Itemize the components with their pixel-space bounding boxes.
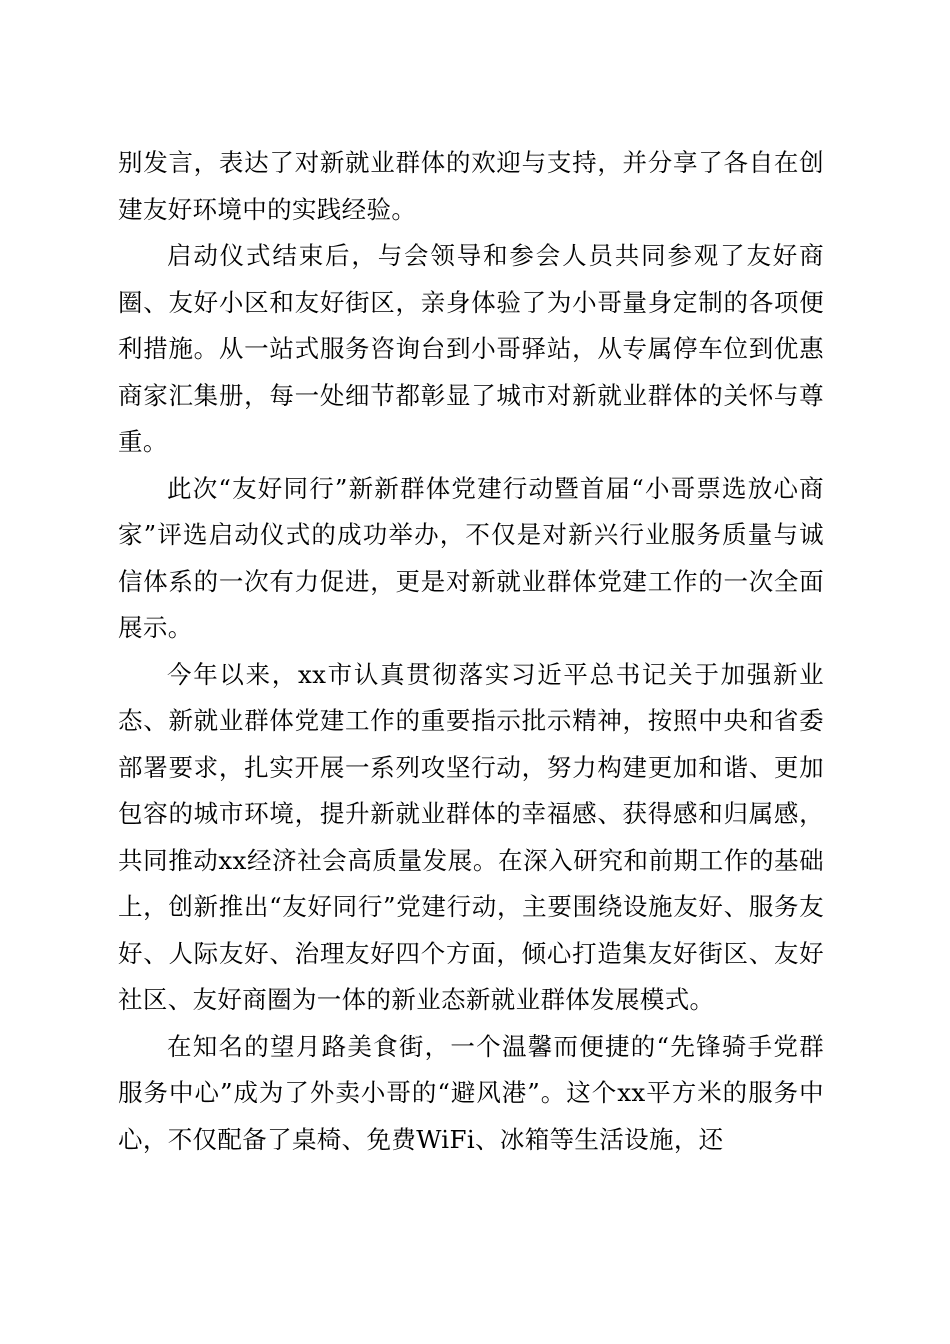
paragraph-service-center: 在知名的望月路美食街，一个温馨而便捷的“先锋骑手党群服务中心”成为了外卖小哥的“避风港”。这个xx平方米的服务中心，不仅配备了桌椅、免费WiFi、冰箱等生活设施，还 bbox=[118, 1031, 824, 1154]
body-text bbox=[118, 140, 824, 1163]
paragraph-continued: 别发言，表达了对新就业群体的欢迎与支持，并分享了各自在创建友好环境中的实践经验。 bbox=[118, 148, 824, 224]
paragraph-visit: 启动仪式结束后，与会领导和参会人员共同参观了友好商圈、友好小区和友好街区，亲身体验了为小哥量身定制的各项便利措施。从一站式服务咨询台到小哥驿站，从专属停车位到优惠商家汇集册，每一处细节都彰显了城市对新就业群体的关怀与尊重。 bbox=[118, 241, 824, 456]
paragraph-city-initiative: 今年以来，xx市认真贯彻落实习近平总书记关于加强新业态、新就业群体党建工作的重要指示批示精神，按照中央和省委部署要求，扎实开展一系列攻坚行动，努力构建更加和谐、更加包容的城市环境，提升新就业群体的幸福感、获得感和归属感，共同推动xx经济社会高质量发展。在深入研究和前期工作的基础上，创新推出“友好同行”党建行动，主要围绕设施友好、服务友好、人际友好、治理友好四个方面，倾心打造集友好街区、友好社区、友好商圈为一体的新业态新就业群体发展模式。 bbox=[118, 659, 824, 1014]
paragraph-ceremony-summary: 此次“友好同行”新新群体党建行动暨首届“小哥票选放心商家”评选启动仪式的成功举办，不仅是对新兴行业服务质量与诚信体系的一次有力促进，更是对新就业群体党建工作的一次全面展示。 bbox=[118, 473, 824, 642]
